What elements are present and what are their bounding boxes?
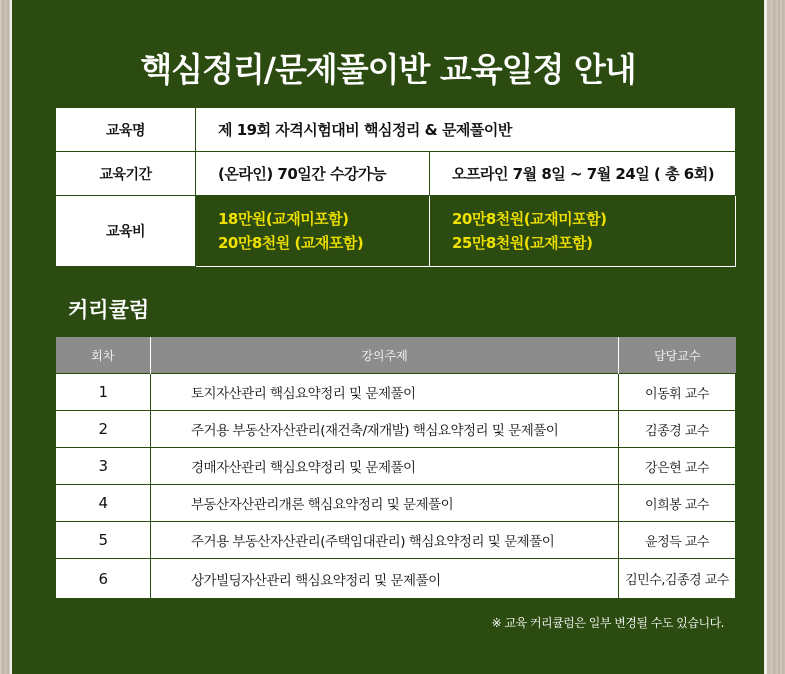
table-row (56, 411, 736, 448)
table-row (56, 374, 736, 411)
course-name-value: 제 19회 자격시험대비 핵심정리 & 문제풀이반 (196, 108, 736, 152)
lecture-topic: 상가빌딩자산관리 핵심요약정리 및 문제풀이 (151, 559, 619, 599)
table-row (56, 559, 736, 599)
session-number: 2 (56, 411, 151, 448)
professor-name: 이희봉 교수 (619, 485, 736, 522)
header-session: 회차 (56, 337, 151, 374)
professor-name: 윤정득 교수 (619, 522, 736, 559)
header-topic: 강의주제 (151, 337, 619, 374)
header-professor: 담당교수 (619, 337, 736, 374)
lecture-topic: 주거용 부동산자산관리(주택임대관리) 핵심요약정리 및 문제풀이 (151, 522, 619, 559)
course-period-online: (온라인) 70일간 수강가능 (196, 152, 430, 196)
course-fee-offline (430, 196, 736, 267)
lecture-topic: 토지자산관리 핵심요약정리 및 문제풀이 (151, 374, 619, 411)
fee-online-with-book: 20만8천원 (교재포함) (218, 234, 364, 252)
professor-name: 김민수,김종경 교수 (619, 559, 736, 599)
wood-border-left (0, 0, 10, 674)
session-number: 5 (56, 522, 151, 559)
course-period-offline: 오프라인 7월 8일 ~ 7월 24일 ( 총 6회) (430, 152, 736, 196)
schedule-panel (10, 0, 767, 674)
lecture-topic: 부동산자산관리개론 핵심요약정리 및 문제풀이 (151, 485, 619, 522)
course-period-label: 교육기간 (56, 152, 196, 196)
course-info-table (55, 107, 736, 267)
session-number: 6 (56, 559, 151, 599)
course-fee-online (196, 196, 430, 267)
session-number: 4 (56, 485, 151, 522)
course-name-label: 교육명 (56, 108, 196, 152)
lecture-topic: 주거용 부동산자산관리(재건축/재개발) 핵심요약정리 및 문제풀이 (151, 411, 619, 448)
table-row (56, 448, 736, 485)
curriculum-table (55, 337, 736, 599)
page-title: 핵심정리/문제풀이반 교육일정 안내 (140, 50, 636, 89)
session-number: 1 (56, 374, 151, 411)
table-row (56, 485, 736, 522)
professor-name: 강은현 교수 (619, 448, 736, 485)
curriculum-heading: 커리큘럼 (68, 298, 150, 322)
session-number: 3 (56, 448, 151, 485)
course-fee-label: 교육비 (56, 196, 196, 267)
wood-border-right (771, 0, 785, 674)
fee-offline-without-book: 20만8천원(교재미포함) (452, 210, 607, 228)
table-row (56, 522, 736, 559)
professor-name: 김종경 교수 (619, 411, 736, 448)
curriculum-change-note: ※ 교육 커리큘럼은 일부 변경될 수도 있습니다. (491, 616, 724, 630)
fee-online-without-book: 18만원(교재미포함) (218, 210, 349, 228)
fee-offline-with-book: 25만8천원(교재포함) (452, 234, 593, 252)
lecture-topic: 경매자산관리 핵심요약정리 및 문제풀이 (151, 448, 619, 485)
professor-name: 이동휘 교수 (619, 374, 736, 411)
